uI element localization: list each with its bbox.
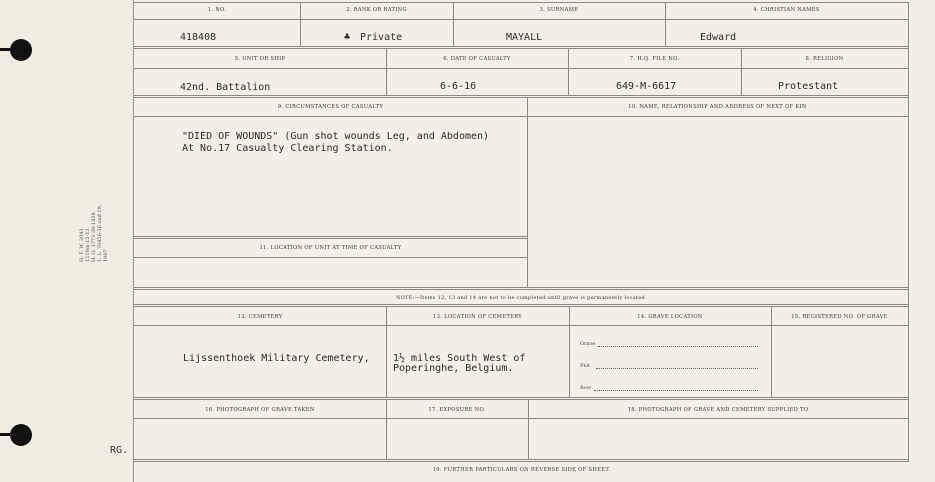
punch-hole-top [10,39,32,61]
label-exposure-no: 17. EXPOSURE NO. [428,407,486,413]
rule-top [134,2,909,3]
footer-further-particulars: 19. FURTHER PARTICULARS ON REVERSE SIDE OF SHEET. [432,467,611,473]
label-date: 6. DATE OF CASUALTY [443,56,511,62]
rule-loc-label [134,257,527,258]
vrule-r4-b [569,307,570,398]
value-number: 418408 [180,32,217,43]
row-dotline [594,390,758,391]
rule-circ-end [134,236,527,239]
grave-label: Grave [580,341,596,347]
label-circumstances: 9. CIRCUMSTANCES OF CASUALTY [277,104,384,110]
rule-row2-end [134,95,909,98]
rg-mark: RG. [110,445,129,456]
label-registered-no: 15. REGISTERED NO. OF GRAVE [791,314,888,320]
rule-row4-end [134,397,909,400]
label-grave-location: 14. GRAVE LOCATION [637,314,703,320]
note-text: NOTE:—Items 12, 13 and 14 are not to be completed until grave is permanently located. [396,295,647,301]
rule-row3-label [134,116,909,117]
plot-dotline [596,368,758,369]
value-rank: Private [360,32,403,43]
vrule-r4-c [771,307,772,398]
value-surname: MAYALL [506,32,543,43]
rule-row5-label [134,418,909,419]
rule-row1-label [134,19,909,20]
rule-row4-label [134,325,909,326]
rule-row3-end [134,287,909,290]
rule-note-end [134,304,909,307]
punch-hole-bottom [10,424,32,446]
value-location-line-1: 1½ miles South West of [393,353,526,364]
value-date: 6-6-16 [440,81,477,92]
vrule-right [908,2,909,462]
label-hq-file: 7. H.Q. FILE NO. [629,56,680,62]
rule-row2-label [134,68,909,69]
grave-dotline [598,346,758,347]
label-unit: 5. UNIT OR SHIP [234,56,286,62]
label-cemetery-location: 13. LOCATION OF CEMETERY [433,314,522,320]
value-christian-names: Edward [700,32,737,43]
value-location-line-2: Poperinghe, Belgium. [393,363,514,374]
label-rank: 2. RANK OR RATING [346,7,407,13]
margin-code-4: 1. L. 70456-36 and 19, 1907 [97,204,109,262]
label-christian-names: 4. CHRISTIAN NAMES [753,7,820,13]
label-religion: 8. RELIGION [805,56,844,62]
punch-hole-tick-bottom [0,433,10,436]
label-photo-taken: 16. PHOTOGRAPH OF GRAVE TAKEN [205,407,315,413]
value-cemetery: Lijssenthoek Military Cemetery, [183,353,370,364]
rule-row5-end [134,459,909,462]
label-location-of-unit: 11. LOCATION OF UNIT AT TIME OF CASUALTY [259,245,402,251]
label-next-of-kin: 10. NAME, RELATIONSHIP AND ADDRESS OF NEXT OF KIN [628,104,807,110]
margin-code-1: H. F. W. 2043 [79,228,85,262]
vrule-r3 [527,98,528,288]
vrule-r4-a [386,307,387,398]
margin-code-3: H. Q. 1772-39-1458 [91,212,97,262]
circumstances-line-1: "DIED OF WOUNDS" (Gun shot wounds Leg, and Abdomen) [182,131,490,142]
margin-code-2: 1219m-12-13 [85,228,91,262]
value-unit: 42nd. Battalion [180,82,271,93]
value-religion: Protestant [778,81,839,92]
rank-mark: ♣ [344,32,351,43]
label-photo-supplied: 18. PHOTOGRAPH OF GRAVE AND CEMETERY SUPPLIED TO [627,407,809,413]
plot-label: Plot [580,363,590,369]
card-left-margin [0,0,133,482]
label-cemetery: 12. CEMETERY [237,314,283,320]
row-label: Row [580,385,592,391]
value-hq-file: 649-M-6617 [616,81,677,92]
label-surname: 3. SURNAME [539,7,579,13]
circumstances-line-2: At No.17 Casualty Clearing Station. [182,143,393,154]
label-number: 1. NO. [207,7,227,13]
margin-print-codes [79,202,109,262]
punch-hole-tick-top [0,48,10,51]
rule-row1-end [134,46,909,49]
